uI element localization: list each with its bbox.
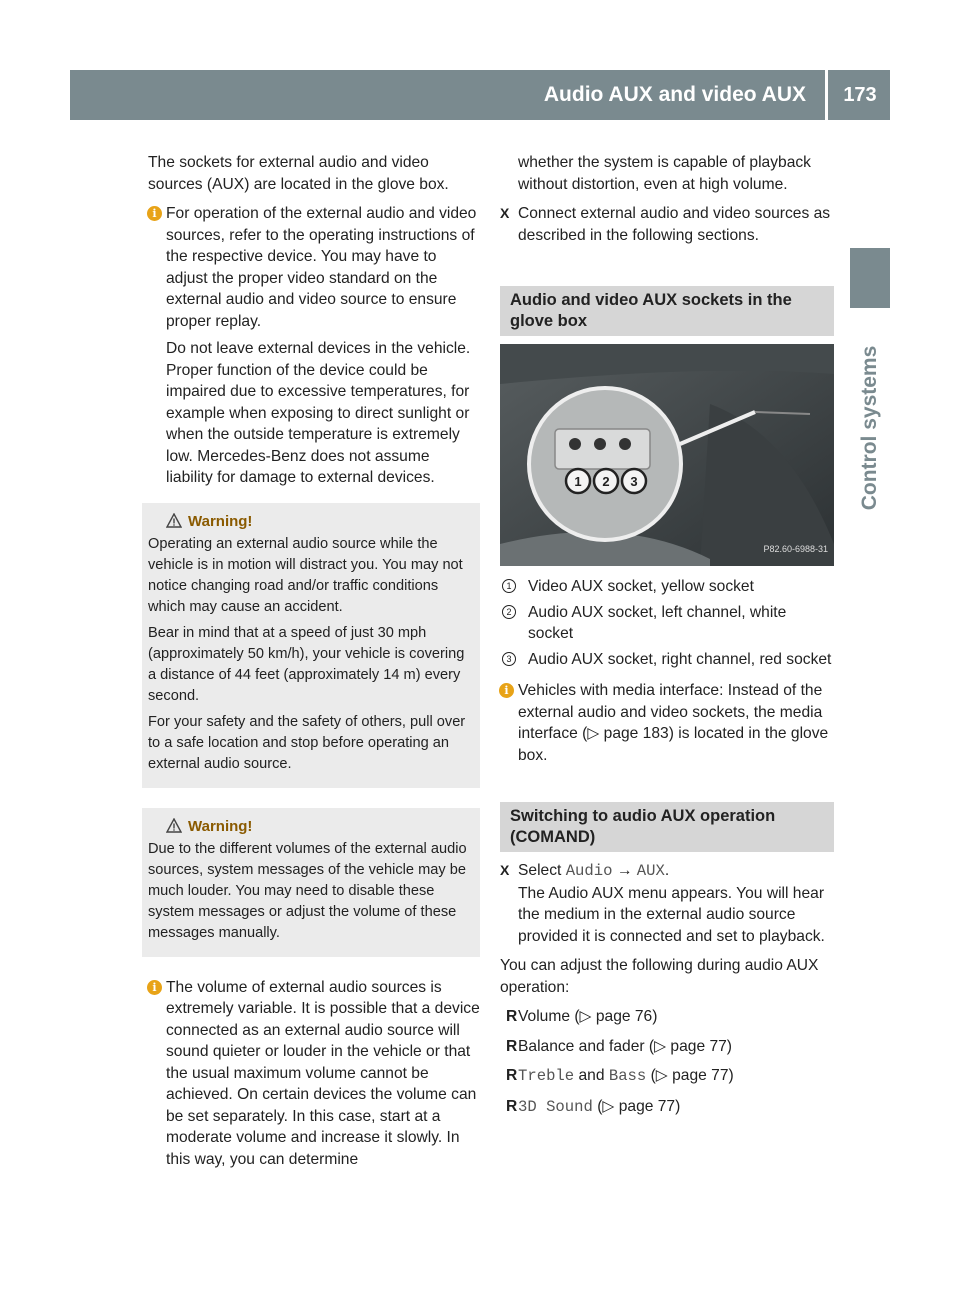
photo-reference-code: P82.60-6988-31 (763, 543, 828, 554)
instruction-step: X Select Audio → AUX. The Audio AUX menu appears. You will hear the medium in the external audio source provided it is connected and set to playback. (500, 860, 834, 947)
section-heading: Audio and video AUX sockets in the glove box (500, 286, 834, 336)
adjust-intro: You can adjust the following during audio AUX operation: (500, 957, 819, 996)
legend-item-3: 3 Audio AUX socket, right channel, red socket (500, 649, 834, 671)
legend-item-1: 1 Video AUX socket, yellow socket (500, 576, 834, 598)
page-number: 173 (843, 84, 877, 106)
step-result: The Audio AUX menu appears. You will hear the medium in the external audio source provided it is connected and set to playback. (518, 884, 825, 945)
info-icon: i (147, 206, 162, 221)
list-item: R Treble and Bass (▷ page 77) (506, 1067, 734, 1085)
legend-item-2: 2 Audio AUX socket, left channel, white socket (500, 602, 834, 645)
bullet-icon: R (506, 1008, 518, 1025)
list-item: R 3D Sound (▷ page 77) (506, 1097, 681, 1116)
warning-triangle-icon (166, 818, 182, 834)
bullet-icon: R (506, 1097, 518, 1115)
svg-text:1: 1 (574, 474, 582, 489)
svg-text:3: 3 (630, 474, 638, 489)
chapter-label: Control systems (858, 345, 881, 511)
glove-box-photo (500, 344, 834, 566)
info-note-1: i For operation of the external audio and video sources, refer to the operating instructions of the respective device. You may have to adjust the proper video standard on the external audio and video source to ensure proper replay. Do not leave external devices in the vehicle. Proper function of the device could be impaired due to excessive temperatures, for example when exposing to direct sunlight or when the outside temperature is extremely low. Mercedes-Benz does not assume liability for damage to external devices. (148, 203, 480, 489)
header-divider (825, 70, 828, 120)
step-arrow-icon: X (500, 205, 510, 221)
section-heading: Switching to audio AUX operation (COMAND) (500, 802, 834, 852)
bullet-icon: R (506, 1037, 518, 1055)
svg-text:2: 2 (602, 474, 610, 489)
info-icon: i (499, 683, 514, 698)
warning-triangle-icon (166, 513, 182, 529)
step-arrow-icon: X (500, 862, 510, 878)
right-column (500, 152, 834, 1126)
section-title: Audio AUX and video AUX (543, 83, 806, 106)
instruction-step: X Connect external audio and video sources as described in the following sections. (500, 205, 831, 244)
warning-box-1: Warning! Operating an external audio source while the vehicle is in motion will distract you. You may not notice changing road and/or traffic conditions which may cause an accident. Bear in mind that at a speed of just 30 mph (approximately 50 km/h), your vehicle is covering a distance of 44 feet (approximately 14 m) every second. For your safety and the safety of others, pull over to a safe location and stop before operating an external audio source. (142, 503, 480, 788)
chapter-tab (850, 248, 890, 308)
warning-box-2: Warning! Due to the different volumes of the external audio sources, system messages of the vehicle may be much louder. You may need to disable these system messages or adjust the volume of these messages manually. (142, 808, 480, 957)
list-item: R Balance and fader (▷ page 77) (500, 1036, 834, 1058)
continued-text: whether the system is capable of playback without distortion, even at high volume. (518, 154, 811, 193)
header-bar (70, 70, 890, 120)
glove-box-illustration (500, 344, 834, 566)
info-icon: i (147, 980, 162, 995)
info-note-2: i The volume of external audio sources is extremely variable. It is possible that a device connected as an external audio source will sound quieter or louder in the vehicle or that the usual maximum volume cannot be achieved. On certain devices the volume can be set separately. In this case, start at a moderate volume and increase it slowly. In this way, you can determine (148, 977, 480, 1171)
info-note-3: i Vehicles with media interface: Instead of the external audio and video sockets, the media interface (▷ page 183) is located in the glove box. (500, 680, 834, 766)
bullet-icon: R (506, 1067, 518, 1084)
list-item: R Volume (▷ page 76) (500, 1006, 834, 1028)
intro-text: The sockets for external audio and video sources (AUX) are located in the glove box. (148, 154, 449, 193)
left-column (148, 152, 480, 1178)
